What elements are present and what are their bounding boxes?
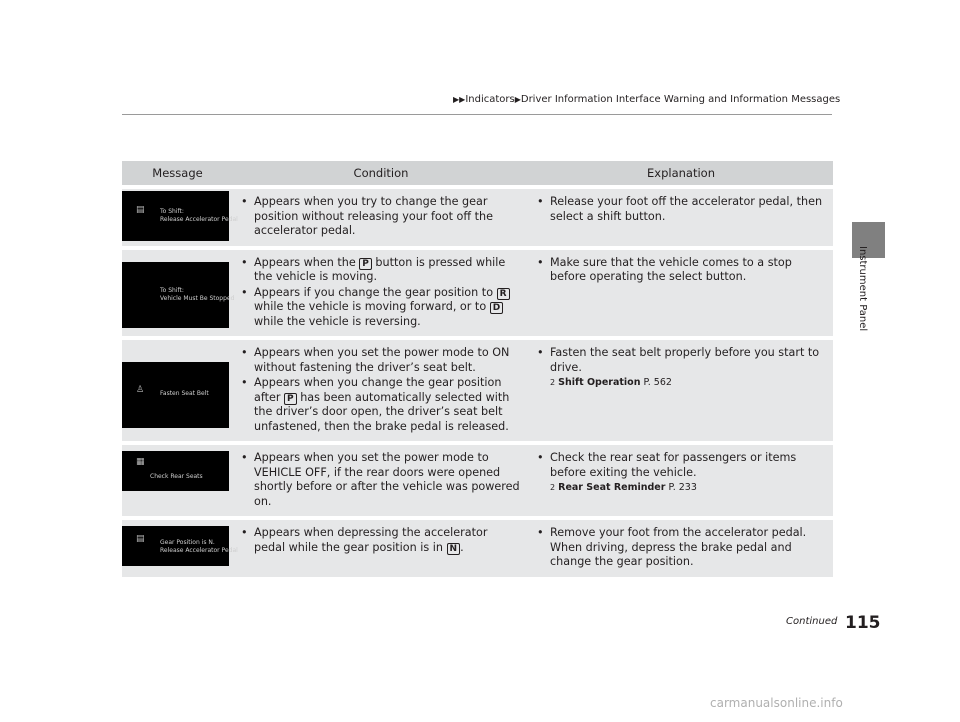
bullet: • xyxy=(241,285,248,299)
n-key-icon: N xyxy=(447,543,461,555)
cross-reference[interactable] xyxy=(550,481,825,495)
explanation-cell xyxy=(529,189,833,246)
page-number: 115 xyxy=(845,613,881,633)
explanation-text: Make sure that the vehicle comes to a stop before operating the select button. xyxy=(550,255,792,283)
message-cell xyxy=(122,340,233,441)
message-screen xyxy=(122,262,235,328)
bullet: • xyxy=(537,195,544,208)
header-rule xyxy=(122,114,832,115)
breadcrumb-arrow-icon: ▶▶ xyxy=(453,95,466,104)
bullet: • xyxy=(241,376,248,389)
message-cell xyxy=(122,445,233,516)
message-screen xyxy=(122,362,229,428)
message-screen xyxy=(122,451,229,491)
message-screen xyxy=(122,526,238,566)
condition-text: Appears when you try to change the gear position without releasing your foot off the accelerator pedal. xyxy=(254,195,494,237)
explanation-text: Check the rear seat for passengers or items before exiting the vehicle. xyxy=(550,451,797,479)
table-row xyxy=(122,250,833,337)
bullet: • xyxy=(241,195,248,208)
table-row xyxy=(122,520,833,577)
breadcrumb-arrow2-icon: ▶ xyxy=(514,95,521,104)
table-row xyxy=(122,340,833,441)
explanation-text: Release your foot off the accelerator pedal, then select a shift button. xyxy=(550,195,823,223)
screen-line: Fasten Seat Belt xyxy=(160,390,209,397)
table-header xyxy=(122,161,833,185)
screen-line: To Shift: xyxy=(160,286,184,294)
bullet: • xyxy=(537,346,544,359)
header-condition: Condition xyxy=(233,161,529,185)
condition-text: Appears when depressing the accelerator pedal while the gear position is in N . xyxy=(254,526,488,554)
reference-arrow-icon: 2 xyxy=(550,378,556,387)
bullet: • xyxy=(537,451,544,464)
bullet: • xyxy=(537,255,544,269)
condition-cell xyxy=(233,445,529,516)
cross-reference[interactable] xyxy=(550,376,825,390)
message-table xyxy=(122,157,833,581)
message-cell xyxy=(122,189,238,246)
screen-line: Check Rear Seats xyxy=(150,473,203,480)
reference-arrow-icon: 2 xyxy=(550,483,556,492)
condition-cell xyxy=(233,250,529,337)
screen-line: Release Accelerator Pedal xyxy=(160,547,238,554)
reference-title[interactable]: Rear Seat Reminder xyxy=(558,482,666,493)
p-key-icon: P xyxy=(359,258,372,270)
condition-cell xyxy=(233,189,529,246)
message-screen xyxy=(122,191,238,241)
condition-text: Appears when you set the power mode to ON without fastening the driver’s seat belt. xyxy=(254,346,510,374)
reference-title[interactable]: Shift Operation xyxy=(558,377,641,388)
message-cell xyxy=(122,250,233,337)
bullet: • xyxy=(241,526,248,539)
condition-text: Appears if you change the gear position to R while the vehicle is moving forward, or to D while the vehicle is reversing. xyxy=(254,286,521,330)
explanation-cell xyxy=(529,250,833,337)
bullet: • xyxy=(241,346,248,359)
explanation-cell xyxy=(529,520,833,577)
watermark: carmanualsonline.info xyxy=(710,696,843,710)
continued-label: Continued xyxy=(786,616,838,627)
seatbelt-icon: ♙ xyxy=(136,385,145,395)
explanation-cell xyxy=(529,340,833,441)
breadcrumb-part2[interactable]: Driver Information Interface Warning and Information Messages xyxy=(520,94,841,105)
rear-seat-icon: ▦ xyxy=(136,457,145,467)
explanation-text: Fasten the seat belt properly before you start to drive. xyxy=(550,346,820,374)
breadcrumb-part1[interactable]: Indicators xyxy=(465,94,515,105)
condition-cell xyxy=(233,340,529,441)
screen-line: Vehicle Must Be Stopped xyxy=(160,294,235,302)
table-row xyxy=(122,189,833,246)
explanation-cell xyxy=(529,445,833,516)
bullet: • xyxy=(241,451,248,464)
p-key-icon: P xyxy=(284,393,297,405)
screen-line: Release Accelerator Pedal xyxy=(160,216,238,223)
bullet: • xyxy=(537,526,544,539)
screen-line: To Shift: xyxy=(160,208,184,215)
breadcrumb xyxy=(453,94,840,105)
header-explanation: Explanation xyxy=(529,161,833,185)
message-cell xyxy=(122,520,238,577)
condition-text: Appears when you change the gear position after P has been automatically selected with the driver’s door open, the driver’s seat belt unfastened, then the brake pedal is released. xyxy=(254,376,510,433)
header-message: Message xyxy=(122,161,233,185)
explanation-text: Remove your foot from the accelerator pedal. When driving, depress the brake pedal and change the gear position. xyxy=(550,526,807,568)
reference-page[interactable]: P. 233 xyxy=(668,482,697,493)
condition-text: Appears when you set the power mode to VEHICLE OFF, if the rear doors were opened shortly before or after the vehicle was powered on. xyxy=(254,451,520,508)
gear-shift-icon: ▤ xyxy=(136,205,145,215)
condition-cell xyxy=(233,520,529,577)
reference-page[interactable]: P. 562 xyxy=(643,377,672,388)
r-key-icon: R xyxy=(497,288,510,300)
condition-text: Appears when the P button is pressed while the vehicle is moving. xyxy=(254,255,506,283)
side-label: Instrument Panel xyxy=(857,246,868,332)
gear-shift-icon: ▤ xyxy=(136,534,145,544)
table-row xyxy=(122,445,833,516)
screen-line: Gear Position is N. xyxy=(160,539,215,546)
d-key-icon: D xyxy=(490,302,503,314)
bullet: • xyxy=(241,255,248,269)
